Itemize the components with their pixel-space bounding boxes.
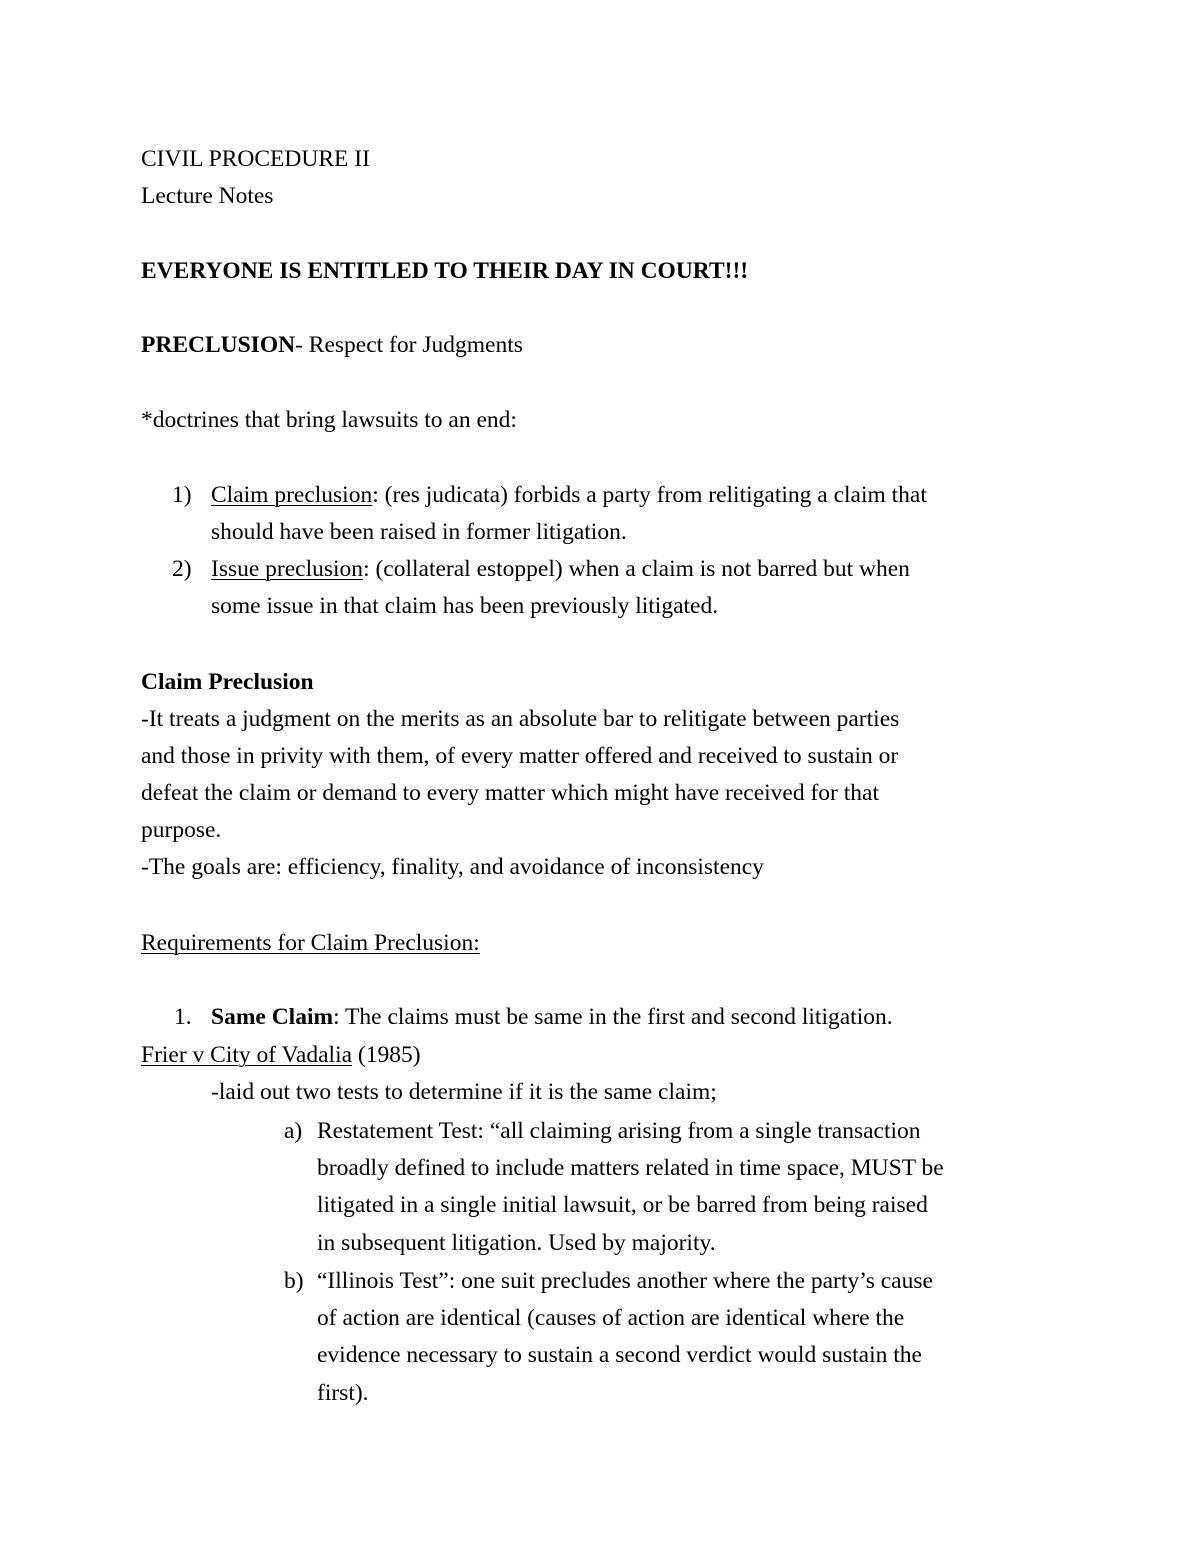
case-name: Frier v City of Vadalia <box>141 1042 353 1068</box>
paragraph-line: purpose. <box>141 817 222 843</box>
list-item-continuation: should have been raised in former litigation. <box>211 519 627 545</box>
doctrine-term: Issue preclusion <box>211 556 364 582</box>
preclusion-heading-rest: - Respect for Judgments <box>295 332 523 358</box>
test-line: in subsequent litigation. Used by majority. <box>317 1230 716 1256</box>
test-line: litigated in a single initial lawsuit, or be barred from being raised <box>317 1192 928 1218</box>
requirement-item <box>211 1002 893 1032</box>
requirement-term: Same Claim <box>211 1004 334 1030</box>
list-item-continuation: some issue in that claim has been previously litigated. <box>211 593 719 619</box>
doctrine-desc: : (res judicata) forbids a party from relitigating a claim that <box>372 482 927 508</box>
requirements-heading: Requirements for Claim Preclusion: <box>141 930 480 956</box>
paragraph-line: and those in privity with them, of every matter offered and received to sustain or <box>141 743 899 769</box>
list-item-number: b) <box>284 1268 304 1294</box>
claim-preclusion-heading: Claim Preclusion <box>141 669 314 695</box>
test-line: of action are identical (causes of action are identical where the <box>317 1305 905 1331</box>
preclusion-heading-bold: PRECLUSION <box>141 332 296 358</box>
paragraph-line: defeat the claim or demand to every matter which might have received for that <box>141 780 879 806</box>
test-line: evidence necessary to sustain a second verdict would sustain the <box>317 1342 922 1368</box>
test-line: broadly defined to include matters related in time space, MUST be <box>317 1155 944 1181</box>
list-item <box>211 480 927 510</box>
doctrine-desc: : (collateral estoppel) when a claim is not barred but when <box>363 556 910 582</box>
doctrines-intro: *doctrines that bring lawsuits to an end: <box>141 407 517 433</box>
test-line: Restatement Test: “all claiming arising from a single transaction <box>317 1118 921 1144</box>
requirement-desc: : The claims must be same in the first and second litigation. <box>333 1004 893 1030</box>
paragraph-line: -The goals are: efficiency, finality, and avoidance of inconsistency <box>141 854 764 880</box>
test-line: first). <box>317 1380 369 1406</box>
preclusion-heading <box>141 330 523 360</box>
doctrine-term: Claim preclusion <box>211 482 373 508</box>
doc-title: CIVIL PROCEDURE II <box>141 146 370 172</box>
case-citation <box>141 1040 421 1070</box>
list-item-number: 1) <box>172 482 192 508</box>
doc-subtitle: Lecture Notes <box>141 183 274 209</box>
case-note: -laid out two tests to determine if it is the same claim; <box>211 1079 717 1105</box>
banner-heading: EVERYONE IS ENTITLED TO THEIR DAY IN COURT!!! <box>141 258 749 284</box>
test-line: “Illinois Test”: one suit precludes another where the party’s cause <box>317 1268 933 1294</box>
paragraph-line: -It treats a judgment on the merits as an absolute bar to relitigate between parties <box>141 706 900 732</box>
list-item-number: 2) <box>172 556 192 582</box>
case-year: (1985) <box>352 1042 421 1068</box>
list-item <box>211 554 910 584</box>
list-item-number: 1. <box>174 1004 192 1030</box>
list-item-number: a) <box>284 1118 303 1144</box>
